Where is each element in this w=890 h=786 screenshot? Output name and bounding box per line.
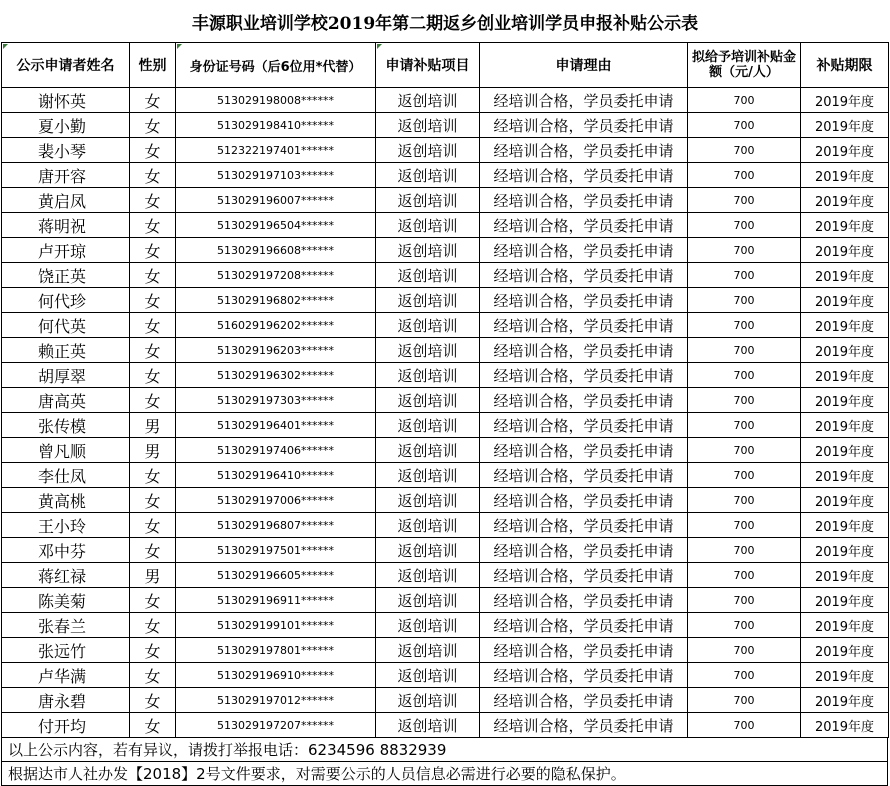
footer-privacy-note[interactable]: 根据达市人社办发【2018】2号文件要求，对需要公示的人员信息必需进行必要的隐私保护。 — [1, 762, 888, 786]
cell-name[interactable]: 曾凡顺 — [2, 438, 130, 463]
header-id[interactable]: 身份证号码（后6位用*代替） — [176, 43, 376, 88]
table-row — [2, 513, 889, 538]
cell-reason[interactable]: 经培训合格，学员委托申请 — [480, 113, 688, 138]
cell-amount[interactable]: 700 — [688, 563, 801, 588]
cell-reason[interactable]: 经培训合格，学员委托申请 — [480, 188, 688, 213]
cell-project[interactable]: 返创培训 — [376, 588, 480, 613]
cell-reason[interactable]: 经培训合格，学员委托申请 — [480, 488, 688, 513]
footer-notice[interactable]: 以上公示内容，若有异议，请拨打举报电话：6234596 8832939 — [1, 738, 888, 762]
table-row — [2, 313, 889, 338]
cell-reason[interactable]: 经培训合格，学员委托申请 — [480, 88, 688, 113]
cell-sex[interactable]: 女 — [130, 138, 176, 163]
cell-project[interactable]: 返创培训 — [376, 538, 480, 563]
table-row — [2, 338, 889, 363]
cell-sex[interactable]: 男 — [130, 413, 176, 438]
cell-amount[interactable]: 700 — [688, 513, 801, 538]
cell-name[interactable]: 唐高英 — [2, 388, 130, 413]
table-row — [2, 138, 889, 163]
header-row — [2, 43, 889, 88]
cell-project[interactable]: 返创培训 — [376, 213, 480, 238]
cell-reason[interactable]: 经培训合格，学员委托申请 — [480, 313, 688, 338]
cell-name[interactable]: 黄启凤 — [2, 188, 130, 213]
cell-project[interactable]: 返创培训 — [376, 138, 480, 163]
cell-project[interactable]: 返创培训 — [376, 188, 480, 213]
cell-sex[interactable]: 女 — [130, 713, 176, 738]
cell-sex[interactable]: 女 — [130, 663, 176, 688]
cell-period[interactable]: 2019年度 — [801, 188, 889, 213]
cell-amount[interactable]: 700 — [688, 463, 801, 488]
table-row — [2, 713, 889, 738]
cell-name[interactable]: 夏小勤 — [2, 113, 130, 138]
cell-reason[interactable]: 经培训合格，学员委托申请 — [480, 588, 688, 613]
cell-sex[interactable]: 女 — [130, 263, 176, 288]
cell-project[interactable]: 返创培训 — [376, 563, 480, 588]
cell-reason[interactable]: 经培训合格，学员委托申请 — [480, 563, 688, 588]
cell-amount[interactable]: 700 — [688, 613, 801, 638]
cell-name[interactable]: 邓中芬 — [2, 538, 130, 563]
cell-sex[interactable]: 女 — [130, 338, 176, 363]
cell-amount[interactable]: 700 — [688, 313, 801, 338]
table-body — [2, 88, 889, 738]
cell-reason[interactable]: 经培训合格，学员委托申请 — [480, 388, 688, 413]
cell-name[interactable]: 唐永碧 — [2, 688, 130, 713]
cell-amount[interactable]: 700 — [688, 438, 801, 463]
cell-project[interactable]: 返创培训 — [376, 88, 480, 113]
cell-sex[interactable]: 女 — [130, 688, 176, 713]
cell-id-number[interactable]: 513029197501****** — [176, 538, 376, 563]
cell-name[interactable]: 蒋明祝 — [2, 213, 130, 238]
cell-project[interactable]: 返创培训 — [376, 513, 480, 538]
cell-amount[interactable]: 700 — [688, 238, 801, 263]
cell-id-number[interactable]: 513029197006****** — [176, 488, 376, 513]
cell-period[interactable]: 2019年度 — [801, 488, 889, 513]
cell-period[interactable]: 2019年度 — [801, 713, 889, 738]
cell-period[interactable]: 2019年度 — [801, 388, 889, 413]
cell-amount[interactable]: 700 — [688, 113, 801, 138]
table-row — [2, 663, 889, 688]
cell-name[interactable]: 何代珍 — [2, 288, 130, 313]
cell-name[interactable]: 张传模 — [2, 413, 130, 438]
cell-amount[interactable]: 700 — [688, 288, 801, 313]
cell-id-number[interactable]: 516029196202****** — [176, 313, 376, 338]
table-row — [2, 688, 889, 713]
cell-id-number[interactable]: 513029196401****** — [176, 413, 376, 438]
cell-period[interactable]: 2019年度 — [801, 563, 889, 588]
table-row — [2, 563, 889, 588]
cell-id-number[interactable]: 513029197103****** — [176, 163, 376, 188]
cell-name[interactable]: 胡厚翠 — [2, 363, 130, 388]
cell-amount[interactable]: 700 — [688, 663, 801, 688]
cell-reason[interactable]: 经培训合格，学员委托申请 — [480, 538, 688, 563]
cell-id-number[interactable]: 513029196807****** — [176, 513, 376, 538]
table-row — [2, 588, 889, 613]
cell-sex[interactable]: 女 — [130, 88, 176, 113]
cell-id-number[interactable]: 513029197012****** — [176, 688, 376, 713]
cell-sex[interactable]: 女 — [130, 513, 176, 538]
cell-name[interactable]: 付开均 — [2, 713, 130, 738]
cell-id-number[interactable]: 513029196302****** — [176, 363, 376, 388]
cell-sex[interactable]: 女 — [130, 613, 176, 638]
cell-project[interactable]: 返创培训 — [376, 363, 480, 388]
table-row — [2, 613, 889, 638]
cell-project[interactable]: 返创培训 — [376, 463, 480, 488]
cell-sex[interactable]: 女 — [130, 238, 176, 263]
cell-project[interactable]: 返创培训 — [376, 163, 480, 188]
cell-id-number[interactable]: 513029196007****** — [176, 188, 376, 213]
cell-period[interactable]: 2019年度 — [801, 138, 889, 163]
cell-amount[interactable]: 700 — [688, 713, 801, 738]
cell-amount[interactable]: 700 — [688, 188, 801, 213]
cell-amount[interactable]: 700 — [688, 688, 801, 713]
cell-amount[interactable]: 700 — [688, 363, 801, 388]
cell-name[interactable]: 谢怀英 — [2, 88, 130, 113]
table-row — [2, 413, 889, 438]
cell-reason[interactable]: 经培训合格，学员委托申请 — [480, 263, 688, 288]
cell-period[interactable]: 2019年度 — [801, 363, 889, 388]
cell-amount[interactable]: 700 — [688, 588, 801, 613]
cell-amount[interactable]: 700 — [688, 213, 801, 238]
cell-period[interactable]: 2019年度 — [801, 513, 889, 538]
cell-name[interactable]: 卢开琼 — [2, 238, 130, 263]
cell-name[interactable]: 饶正英 — [2, 263, 130, 288]
cell-name[interactable]: 张远竹 — [2, 638, 130, 663]
table-row — [2, 163, 889, 188]
cell-period[interactable]: 2019年度 — [801, 113, 889, 138]
cell-period[interactable]: 2019年度 — [801, 313, 889, 338]
cell-name[interactable]: 张春兰 — [2, 613, 130, 638]
cell-period[interactable]: 2019年度 — [801, 463, 889, 488]
table-row — [2, 263, 889, 288]
cell-period[interactable]: 2019年度 — [801, 613, 889, 638]
cell-reason[interactable]: 经培训合格，学员委托申请 — [480, 363, 688, 388]
cell-project[interactable]: 返创培训 — [376, 488, 480, 513]
cell-amount[interactable]: 700 — [688, 163, 801, 188]
cell-name[interactable]: 何代英 — [2, 313, 130, 338]
cell-reason[interactable]: 经培训合格，学员委托申请 — [480, 513, 688, 538]
cell-sex[interactable]: 男 — [130, 438, 176, 463]
cell-period[interactable]: 2019年度 — [801, 213, 889, 238]
cell-name[interactable]: 李仕凤 — [2, 463, 130, 488]
cell-id-number[interactable]: 513029196605****** — [176, 563, 376, 588]
cell-name[interactable]: 陈美菊 — [2, 588, 130, 613]
cell-reason[interactable]: 经培训合格，学员委托申请 — [480, 288, 688, 313]
cell-sex[interactable]: 女 — [130, 388, 176, 413]
table-row — [2, 488, 889, 513]
table-row — [2, 463, 889, 488]
cell-id-number[interactable]: 513029197208****** — [176, 263, 376, 288]
cell-name[interactable]: 唐开容 — [2, 163, 130, 188]
cell-sex[interactable]: 女 — [130, 363, 176, 388]
cell-reason[interactable]: 经培训合格，学员委托申请 — [480, 413, 688, 438]
table-row — [2, 238, 889, 263]
cell-id-number[interactable]: 513029197406****** — [176, 438, 376, 463]
cell-project[interactable]: 返创培训 — [376, 388, 480, 413]
header-sex[interactable]: 性别 — [130, 43, 176, 88]
header-project[interactable]: 申请补贴项目 — [376, 43, 480, 88]
cell-amount[interactable]: 700 — [688, 263, 801, 288]
header-period[interactable]: 补贴期限 — [801, 43, 889, 88]
cell-name[interactable]: 黄高桃 — [2, 488, 130, 513]
cell-period[interactable]: 2019年度 — [801, 638, 889, 663]
table-row — [2, 288, 889, 313]
table-row — [2, 388, 889, 413]
cell-reason[interactable]: 经培训合格，学员委托申请 — [480, 163, 688, 188]
cell-sex[interactable]: 女 — [130, 113, 176, 138]
cell-id-number[interactable]: 513029199101****** — [176, 613, 376, 638]
cell-period[interactable]: 2019年度 — [801, 263, 889, 288]
cell-name[interactable]: 赖正英 — [2, 338, 130, 363]
cell-sex[interactable]: 女 — [130, 463, 176, 488]
cell-project[interactable]: 返创培训 — [376, 238, 480, 263]
cell-amount[interactable]: 700 — [688, 388, 801, 413]
cell-project[interactable]: 返创培训 — [376, 263, 480, 288]
cell-period[interactable]: 2019年度 — [801, 663, 889, 688]
cell-project[interactable]: 返创培训 — [376, 313, 480, 338]
cell-project[interactable]: 返创培训 — [376, 688, 480, 713]
table-row — [2, 363, 889, 388]
cell-period[interactable]: 2019年度 — [801, 88, 889, 113]
cell-project[interactable]: 返创培训 — [376, 663, 480, 688]
cell-name[interactable]: 王小玲 — [2, 513, 130, 538]
cell-id-number[interactable]: 513029196911****** — [176, 588, 376, 613]
cell-project[interactable]: 返创培训 — [376, 438, 480, 463]
cell-id-number[interactable]: 513029196910****** — [176, 663, 376, 688]
cell-sex[interactable]: 女 — [130, 188, 176, 213]
cell-reason[interactable]: 经培训合格，学员委托申请 — [480, 638, 688, 663]
cell-name[interactable]: 蒋红禄 — [2, 563, 130, 588]
cell-id-number[interactable]: 513029196410****** — [176, 463, 376, 488]
cell-reason[interactable]: 经培训合格，学员委托申请 — [480, 238, 688, 263]
cell-period[interactable]: 2019年度 — [801, 588, 889, 613]
cell-id-number[interactable]: 513029197303****** — [176, 388, 376, 413]
cell-id-number[interactable]: 513029197801****** — [176, 638, 376, 663]
cell-period[interactable]: 2019年度 — [801, 438, 889, 463]
table-row — [2, 538, 889, 563]
table-row — [2, 188, 889, 213]
cell-period[interactable]: 2019年度 — [801, 413, 889, 438]
cell-reason[interactable]: 经培训合格，学员委托申请 — [480, 213, 688, 238]
cell-period[interactable]: 2019年度 — [801, 163, 889, 188]
cell-amount[interactable]: 700 — [688, 338, 801, 363]
cell-reason[interactable]: 经培训合格，学员委托申请 — [480, 463, 688, 488]
table-row — [2, 113, 889, 138]
cell-amount[interactable]: 700 — [688, 88, 801, 113]
cell-amount[interactable]: 700 — [688, 138, 801, 163]
cell-reason[interactable]: 经培训合格，学员委托申请 — [480, 613, 688, 638]
cell-period[interactable]: 2019年度 — [801, 288, 889, 313]
cell-project[interactable]: 返创培训 — [376, 638, 480, 663]
header-reason[interactable]: 申请理由 — [480, 43, 688, 88]
cell-sex[interactable]: 女 — [130, 313, 176, 338]
cell-amount[interactable]: 700 — [688, 538, 801, 563]
cell-id-number[interactable]: 513029196504****** — [176, 213, 376, 238]
table-row — [2, 88, 889, 113]
cell-period[interactable]: 2019年度 — [801, 338, 889, 363]
header-amount[interactable]: 拟给予培训补贴金额（元/人） — [688, 43, 801, 88]
table-row — [2, 438, 889, 463]
cell-name[interactable]: 裴小琴 — [2, 138, 130, 163]
cell-sex[interactable]: 女 — [130, 588, 176, 613]
cell-project[interactable]: 返创培训 — [376, 613, 480, 638]
cell-reason[interactable]: 经培训合格，学员委托申请 — [480, 713, 688, 738]
cell-sex[interactable]: 女 — [130, 538, 176, 563]
cell-reason[interactable]: 经培训合格，学员委托申请 — [480, 663, 688, 688]
cell-sex[interactable]: 男 — [130, 563, 176, 588]
cell-reason[interactable]: 经培训合格，学员委托申请 — [480, 688, 688, 713]
cell-sex[interactable]: 女 — [130, 488, 176, 513]
cell-period[interactable]: 2019年度 — [801, 688, 889, 713]
cell-id-number[interactable]: 513029197207****** — [176, 713, 376, 738]
cell-amount[interactable]: 700 — [688, 488, 801, 513]
cell-period[interactable]: 2019年度 — [801, 238, 889, 263]
cell-project[interactable]: 返创培训 — [376, 713, 480, 738]
cell-name[interactable]: 卢华满 — [2, 663, 130, 688]
cell-project[interactable]: 返创培训 — [376, 413, 480, 438]
cell-sex[interactable]: 女 — [130, 288, 176, 313]
cell-id-number[interactable]: 513029198410****** — [176, 113, 376, 138]
cell-reason[interactable]: 经培训合格，学员委托申请 — [480, 438, 688, 463]
header-name[interactable]: 公示申请者姓名 — [2, 43, 130, 88]
cell-amount[interactable]: 700 — [688, 413, 801, 438]
table-row — [2, 638, 889, 663]
cell-sex[interactable]: 女 — [130, 163, 176, 188]
table-row — [2, 213, 889, 238]
subsidy-table — [1, 42, 889, 738]
cell-reason[interactable]: 经培训合格，学员委托申请 — [480, 338, 688, 363]
cell-period[interactable]: 2019年度 — [801, 538, 889, 563]
cell-id-number[interactable]: 513029196608****** — [176, 238, 376, 263]
cell-id-number[interactable]: 513029196203****** — [176, 338, 376, 363]
cell-id-number[interactable]: 513029196802****** — [176, 288, 376, 313]
cell-sex[interactable]: 女 — [130, 638, 176, 663]
page-title: 丰源职业培训学校2019年第二期返乡创业培训学员申报补贴公示表 — [191, 13, 699, 34]
cell-project[interactable]: 返创培训 — [376, 113, 480, 138]
cell-amount[interactable]: 700 — [688, 638, 801, 663]
cell-project[interactable]: 返创培训 — [376, 338, 480, 363]
cell-reason[interactable]: 经培训合格，学员委托申请 — [480, 138, 688, 163]
cell-project[interactable]: 返创培训 — [376, 288, 480, 313]
cell-sex[interactable]: 女 — [130, 213, 176, 238]
cell-id-number[interactable]: 512322197401****** — [176, 138, 376, 163]
cell-id-number[interactable]: 513029198008****** — [176, 88, 376, 113]
